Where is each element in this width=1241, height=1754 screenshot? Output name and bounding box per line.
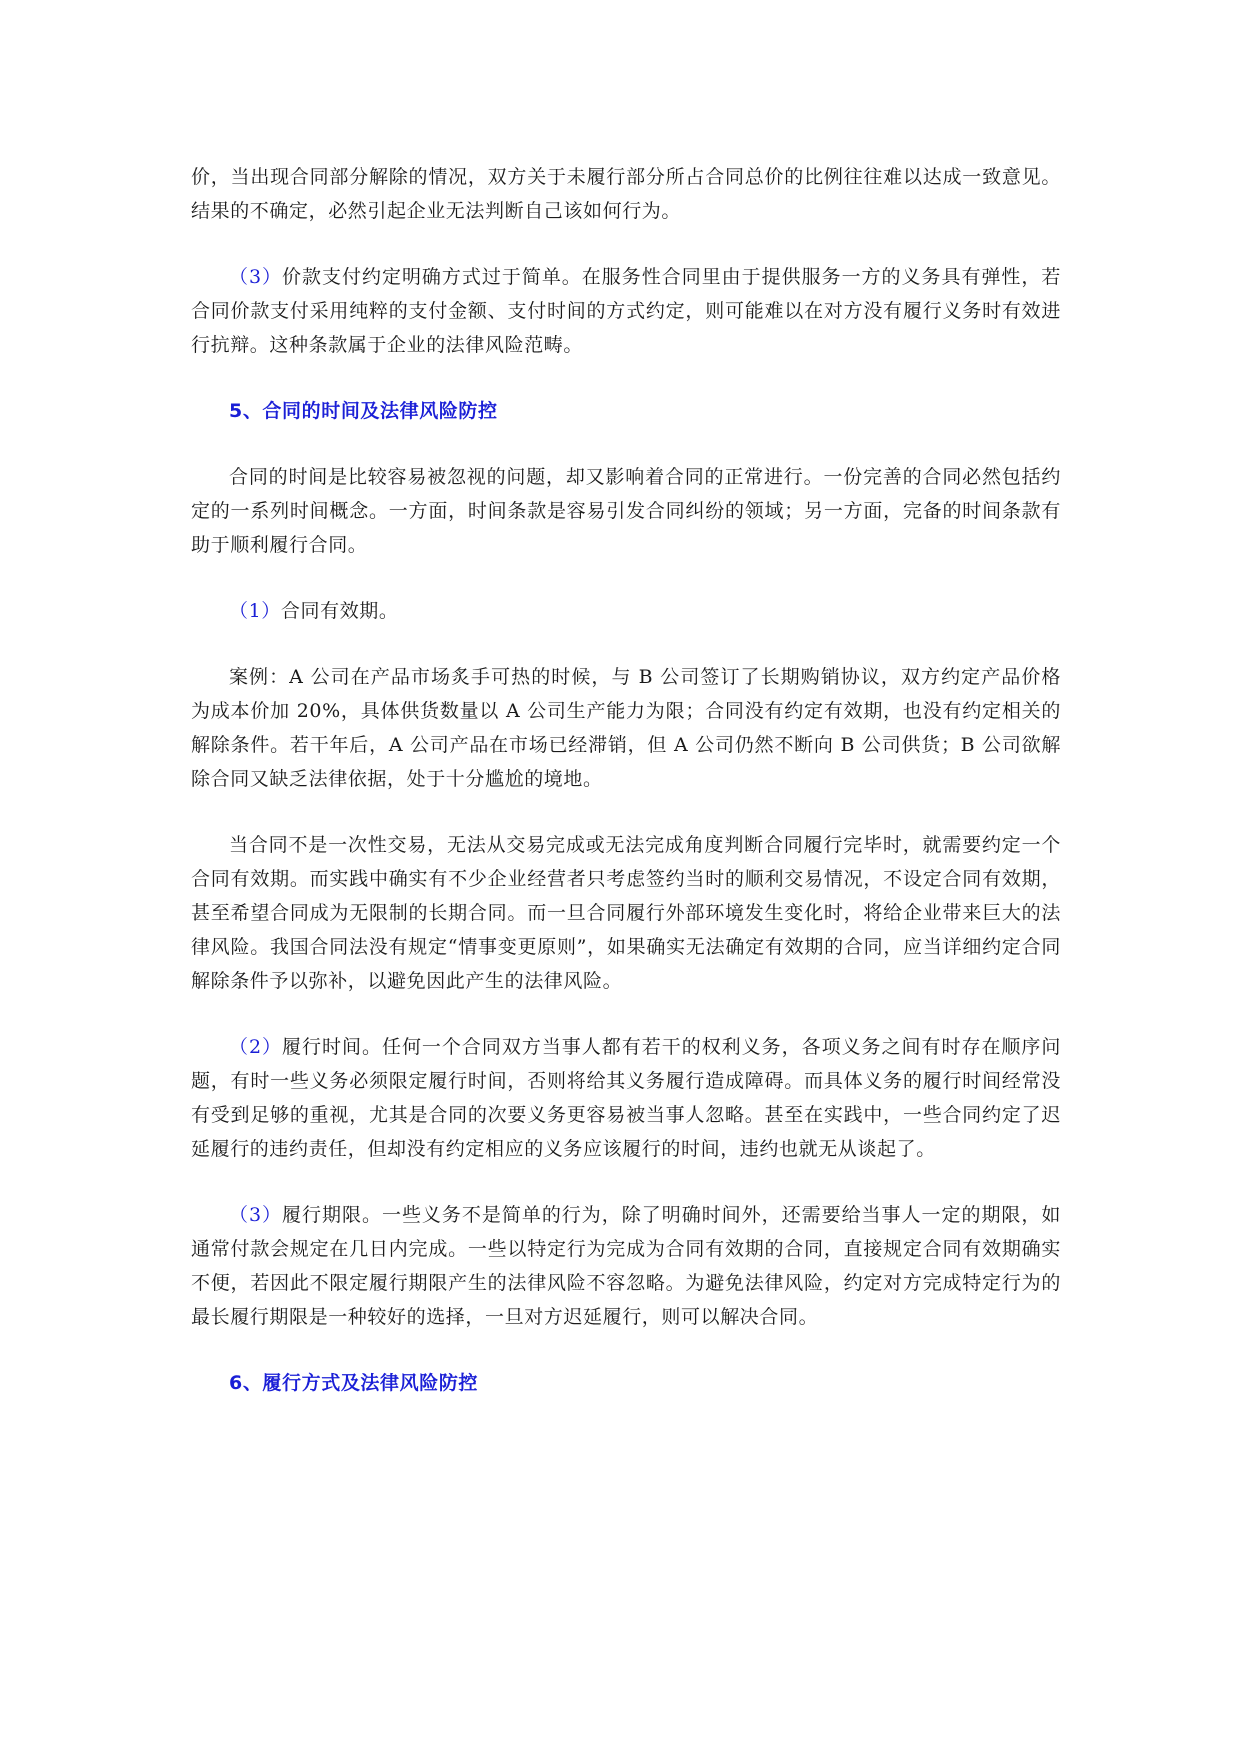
- paragraph-text: 案例：A 公司在产品市场炙手可热的时候，与 B 公司签订了长期购销协议，双方约定产品价格为成本价加 20%，具体供货数量以 A 公司生产能力为限；合同没有约定有效期，也没有约定相关的解除条件。若干年后，A 公司产品在市场已经滞销，但 A 公司仍然不断向 B 公司供货；B 公司欲解除合同又缺乏法律依据，处于十分尴尬的境地。: [191, 666, 1061, 790]
- item-marker: （3）: [229, 1204, 283, 1226]
- item-marker: （1）: [229, 600, 281, 622]
- paragraph-text: 合同的时间是比较容易被忽视的问题，却又影响着合同的正常进行。一份完善的合同必然包括约定的一系列时间概念。一方面，时间条款是容易引发合同纠纷的领域；另一方面，完备的时间条款有助于顺利履行合同。: [191, 466, 1061, 556]
- paragraph-performance-period: [191, 1198, 1061, 1334]
- paragraph-contract-time: [191, 460, 1061, 562]
- paragraph-text: 当合同不是一次性交易，无法从交易完成或无法完成角度判断合同履行完毕时，就需要约定一个合同有效期。而实践中确实有不少企业经营者只考虑签约当时的顺利交易情况，不设定合同有效期，甚至希望合同成为无限制的长期合同。而一旦合同履行外部环境发生变化时，将给企业带来巨大的法律风险。我国合同法没有规定“情事变更原则”，如果确实无法确定有效期的合同，应当详细约定合同解除条件予以弥补，以避免因此产生的法律风险。: [191, 834, 1061, 992]
- paragraph-text: 价，当出现合同部分解除的情况，双方关于未履行部分所占合同总价的比例往往难以达成一致意见。结果的不确定，必然引起企业无法判断自己该如何行为。: [191, 166, 1061, 222]
- item-marker: （2）: [229, 1036, 283, 1058]
- document-page: [191, 160, 1061, 1400]
- paragraph-text: 合同有效期。: [280, 600, 399, 622]
- section-heading-5: 5、合同的时间及法律风险防控: [229, 400, 498, 422]
- paragraph-validity-period: [191, 594, 1061, 628]
- paragraph-text: 履行期限。一些义务不是简单的行为，除了明确时间外，还需要给当事人一定的期限，如通常付款会规定在几日内完成。一些以特定行为完成为合同有效期的合同，直接规定合同有效期确实不便，若因此不限定履行期限产生的法律风险不容忽略。为避免法律风险，约定对方完成特定行为的最长履行期限是一种较好的选择，一旦对方迟延履行，则可以解决合同。: [191, 1204, 1062, 1328]
- section-heading-6: 6、履行方式及法律风险防控: [229, 1372, 479, 1394]
- paragraph-text: 价款支付约定明确方式过于简单。在服务性合同里由于提供服务一方的义务具有弹性，若合同价款支付采用纯粹的支付金额、支付时间的方式约定，则可能难以在对方没有履行义务时有效进行抗辩。这种条款属于企业的法律风险范畴。: [191, 266, 1062, 356]
- paragraph-validity-explanation: [191, 828, 1061, 998]
- paragraph-text: 履行时间。任何一个合同双方当事人都有若干的权利义务，各项义务之间有时存在顺序问题，有时一些义务必须限定履行时间，否则将给其义务履行造成障碍。而具体义务的履行时间经常没有受到足够的重视，尤其是合同的次要义务更容易被当事人忽略。甚至在实践中，一些合同约定了迟延履行的违约责任，但却没有约定相应的义务应该履行的时间，违约也就无从谈起了。: [191, 1036, 1062, 1160]
- paragraph-continuation: [191, 160, 1061, 228]
- paragraph-case-example: [191, 660, 1061, 796]
- item-marker: （3）: [229, 266, 283, 288]
- paragraph-performance-time: [191, 1030, 1061, 1166]
- paragraph-price-payment: [191, 260, 1061, 362]
